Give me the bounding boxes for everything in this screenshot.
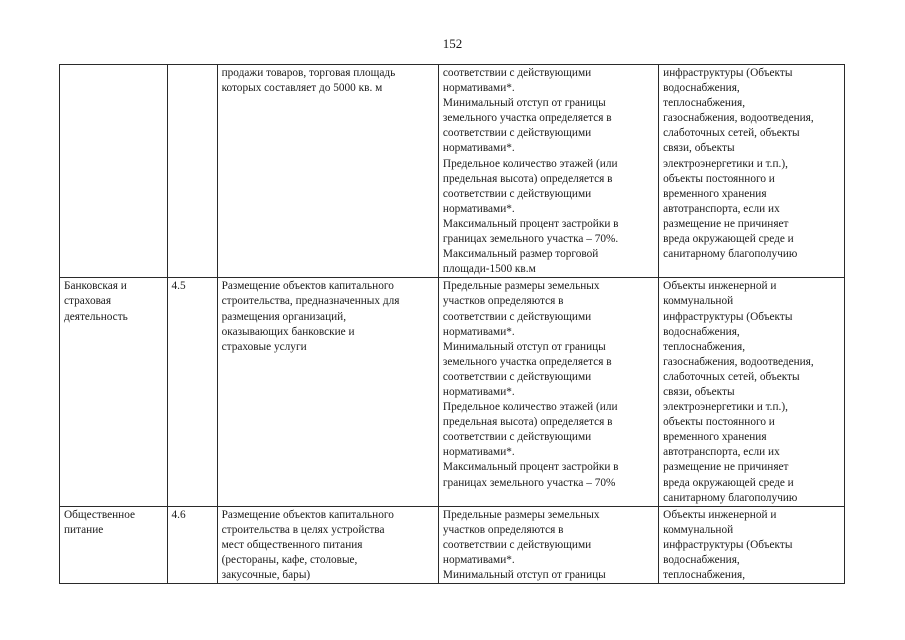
page-number: 152 bbox=[442, 36, 463, 51]
cell-use-code: 4.6 bbox=[167, 506, 217, 583]
land-use-table bbox=[59, 64, 845, 584]
cell-auxiliary-uses: Объекты инженерной и коммунальной инфраструктуры (Объекты водоснабжения, теплоснабжения, газоснабжения, водоотведения, слаботочных сетей, объекты связи, объекты электроэнергетики и т.п.), объекты постоянного и временного хранения автотранспорта, если их размещение не причиняет вреда окружающей среде и санитарному благополучию bbox=[659, 278, 845, 506]
cell-auxiliary-uses: Объекты инженерной и коммунальной инфраструктуры (Объекты водоснабжения, теплоснабжения, bbox=[659, 506, 845, 583]
table-row bbox=[60, 506, 845, 583]
cell-use-description: Размещение объектов капитального строительства в целях устройства мест общественного питания (рестораны, кафе, столовые, закусочные, бары) bbox=[217, 506, 438, 583]
cell-parameters: соответствии с действующими нормативами*. Минимальный отступ от границы земельного участка определяется в соответствии с действующими нормативами*. Предельное количество этажей (или предельная высота) определяется в соответствии с действующими нормативами*. Максимальный процент застройки в границах земельного участка – 70%. Максимальный размер торговой площади-1500 кв.м bbox=[438, 65, 658, 278]
cell-use-name: Общественное питание bbox=[60, 506, 168, 583]
cell-parameters: Предельные размеры земельных участков определяются в соответствии с действующими нормативами*. Минимальный отступ от границы земельного участка определяется в соответствии с действующими нормативами*. Предельное количество этажей (или предельная высота) определяется в соответствии с действующими нормативами*. Максимальный процент застройки в границах земельного участка – 70% bbox=[438, 278, 658, 506]
cell-use-name: Банковская и страховая деятельность bbox=[60, 278, 168, 506]
cell-use-description: продажи товаров, торговая площадь которых составляет до 5000 кв. м bbox=[217, 65, 438, 278]
cell-parameters: Предельные размеры земельных участков определяются в соответствии с действующими нормативами*. Минимальный отступ от границы bbox=[438, 506, 658, 583]
cell-use-code bbox=[167, 65, 217, 278]
table-row bbox=[60, 65, 845, 278]
cell-use-name bbox=[60, 65, 168, 278]
cell-auxiliary-uses: инфраструктуры (Объекты водоснабжения, теплоснабжения, газоснабжения, водоотведения, слаботочных сетей, объекты связи, объекты электроэнергетики и т.п.), объекты постоянного и временного хранения автотранспорта, если их размещение не причиняет вреда окружающей среде и санитарному благополучию bbox=[659, 65, 845, 278]
cell-use-code: 4.5 bbox=[167, 278, 217, 506]
cell-use-description: Размещение объектов капитального строительства, предназначенных для размещения организаций, оказывающих банковские и страховые услуги bbox=[217, 278, 438, 506]
table-row bbox=[60, 278, 845, 506]
